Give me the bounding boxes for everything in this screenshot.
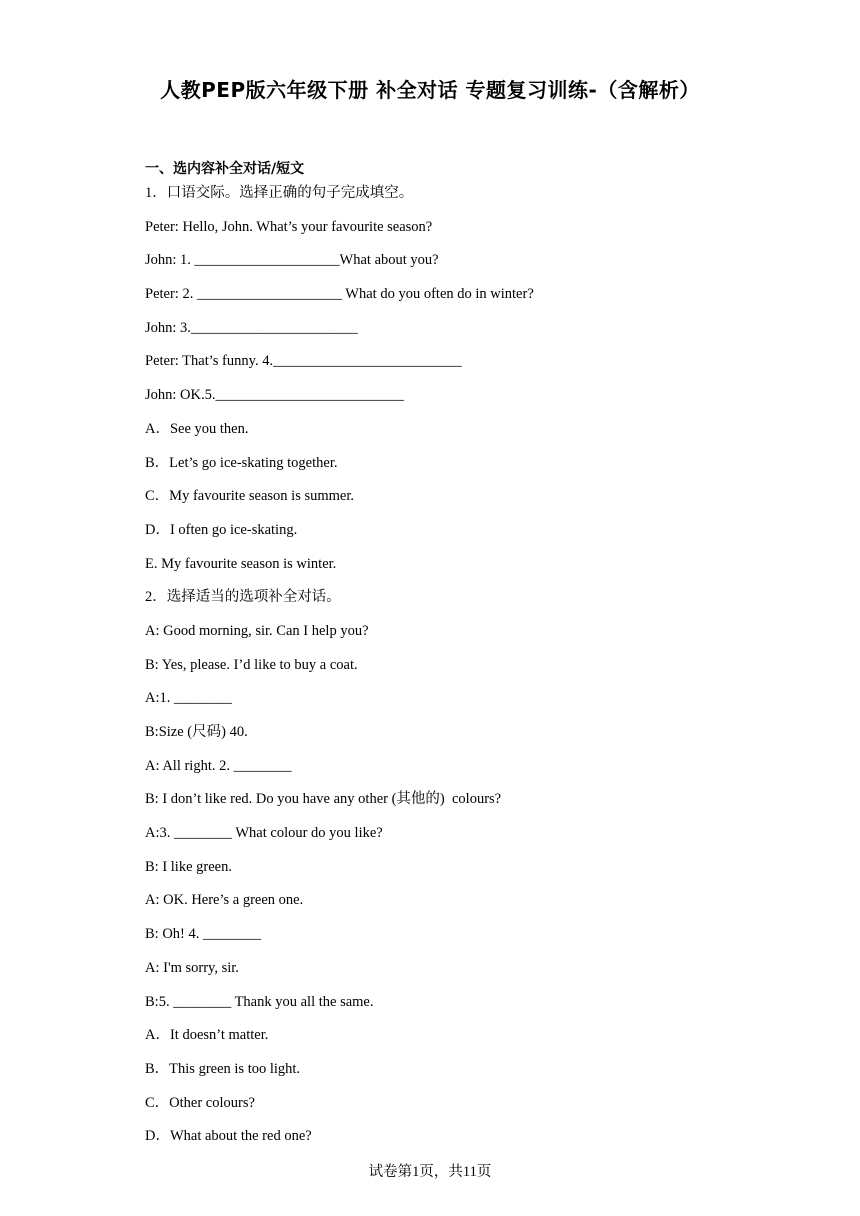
dialogue-line: John: 1. ____________________What about you? [145,252,439,269]
question-2-instruction: 2．选择适当的选项补全对话。 [145,589,341,606]
section-heading: 一、选内容补全对话/短文 [145,161,305,177]
answer-option: D．What about the red one? [145,1128,312,1145]
dialogue-line: Peter: That’s funny. 4.__________________________ [145,353,462,370]
answer-option: B．Let’s go ice-skating together. [145,454,338,471]
answer-option: D．I often go ice-skating. [145,521,298,538]
dialogue-line: B: I don’t like red. Do you have any other (其他的) colours? [145,791,502,808]
dialogue-line: B:Size (尺码) 40. [145,724,248,740]
dialogue-line: Peter: Hello, John. What’s your favourite season? [145,218,433,235]
dialogue-line: A: I'm sorry, sir. [145,959,239,976]
dialogue-line: Peter: 2. ____________________ What do you often do in winter? [145,286,534,303]
page-title: 人教PEP版六年级下册 补全对话 专题复习训练-（含解析） [160,78,700,102]
answer-option: E. My favourite season is winter. [145,555,337,572]
dialogue-line: John: OK.5.__________________________ [145,387,404,404]
answer-option: A．It doesn’t matter. [145,1027,269,1044]
dialogue-line: A: All right. 2. ________ [145,757,292,774]
answer-option: B．This green is too light. [145,1060,301,1077]
answer-option: A．See you then. [145,420,249,437]
dialogue-line: B: Oh! 4. ________ [145,926,261,943]
dialogue-line: A:1. ________ [145,690,232,707]
dialogue-line: B: Yes, please. I’d like to buy a coat. [145,656,358,673]
question-content [145,182,534,1159]
dialogue-line: B:5. ________ Thank you all the same. [145,993,374,1010]
answer-option: C．Other colours? [145,1094,255,1111]
dialogue-line: John: 3._______________________ [145,319,358,336]
dialogue-line: B: I like green. [145,858,232,875]
question-1-instruction: 1．口语交际。选择正确的句子完成填空。 [145,185,414,201]
dialogue-line: A:3. ________ What colour do you like? [145,825,383,842]
dialogue-line: A: Good morning, sir. Can I help you? [145,622,369,639]
page-footer: 试卷第1页，共11页 [368,1164,492,1180]
answer-option: C．My favourite season is summer. [145,488,355,505]
dialogue-line: A: OK. Here’s a green one. [145,892,304,909]
